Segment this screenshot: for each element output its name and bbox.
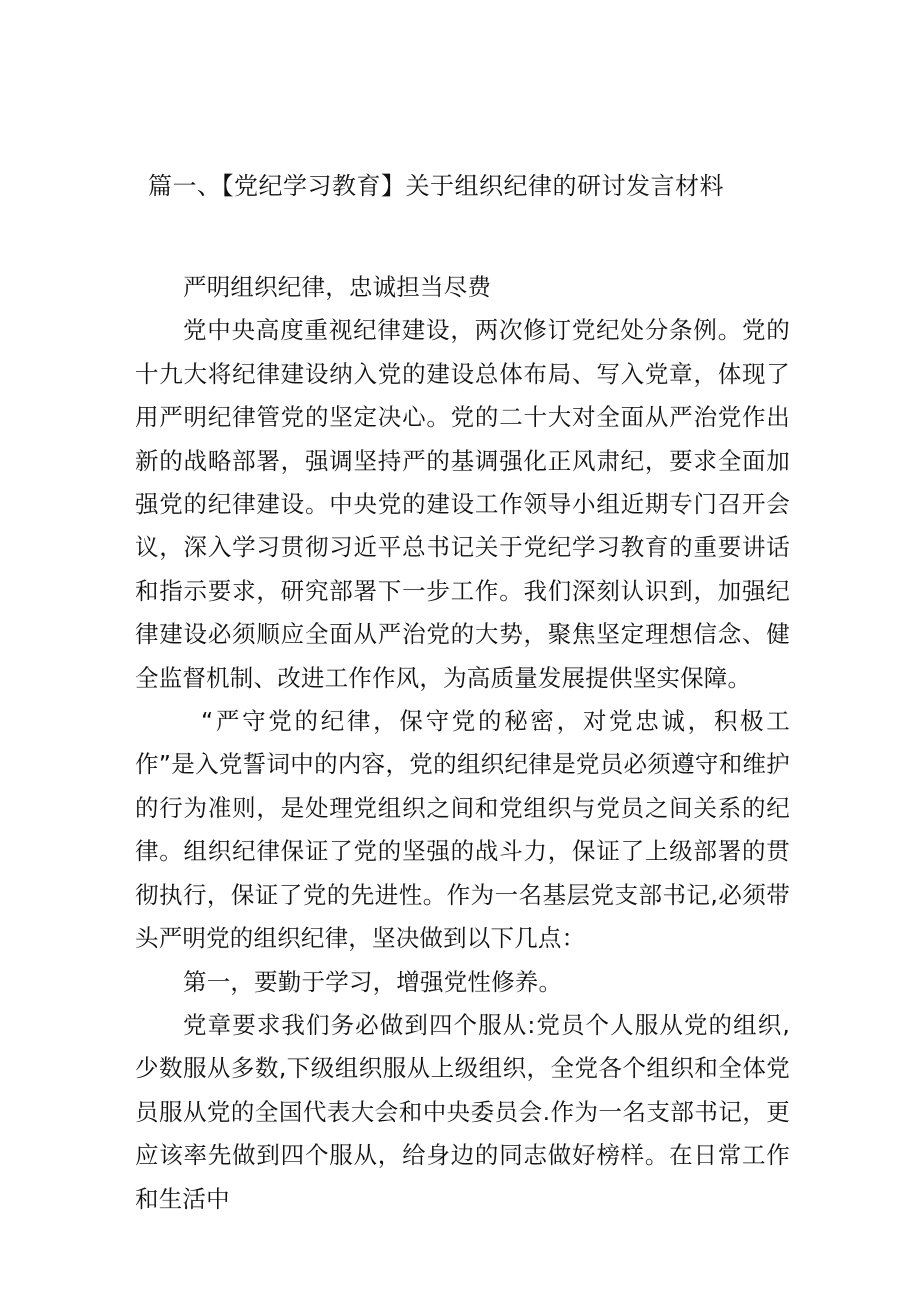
- subheading-paragraph: 第一，要勤于学习，增强党性修养。: [183, 967, 563, 996]
- body-paragraph: 党章要求我们务必做到四个服从:党员个人服从党的组织,少数服从多数,下级组织服从上级组织，全党各个组织和全体党员服从党的全国代表大会和中央委员会.作为一名支部书记，更应该率先做到四个服从，给身边的同志做好榜样。在日常工作和生活中: [135, 1010, 790, 1213]
- document-title: 篇一、【党纪学习教育】关于组织纪律的研讨发言材料: [148, 172, 724, 200]
- body-paragraph: 党中央高度重视纪律建设，两次修订党纪处分条例。党的十九大将纪律建设纳入党的建设总体布局、写入党章，体现了用严明纪律管党的坚定决心。党的二十大对全面从严治党作出新的战略部署，强调坚持严的基调强化正风肃纪，要求全面加强党的纪律建设。中央党的建设工作领导小组近期专门召开会议，深入学习贯彻习近平总书记关于党纪学习教育的重要讲话和指示要求，研究部署下一步工作。我们深刻认识到，加强纪律建设必须顺应全面从严治党的大势，聚焦坚定理想信念、健全监督机制、改进工作作风，为高质量发展提供坚实保障。: [135, 316, 790, 692]
- document-body: [135, 266, 790, 1221]
- section-heading: 严明组织纪律，忠诚担当尽费: [183, 273, 492, 301]
- body-paragraph: “严守党的纪律，保守党的秘密，对党忠诚，积极工作”是入党誓词中的内容，党的组织纪律是党员必须遵守和维护的行为准则，是处理党组织之间和党组织与党员之间关系的纪律。组织纪律保证了党的坚强的战斗力，保证了上级部署的贯彻执行，保证了党的先进性。作为一名基层党支部书记,必须带头严明党的组织纪律，坚决做到以下几点：: [135, 707, 790, 953]
